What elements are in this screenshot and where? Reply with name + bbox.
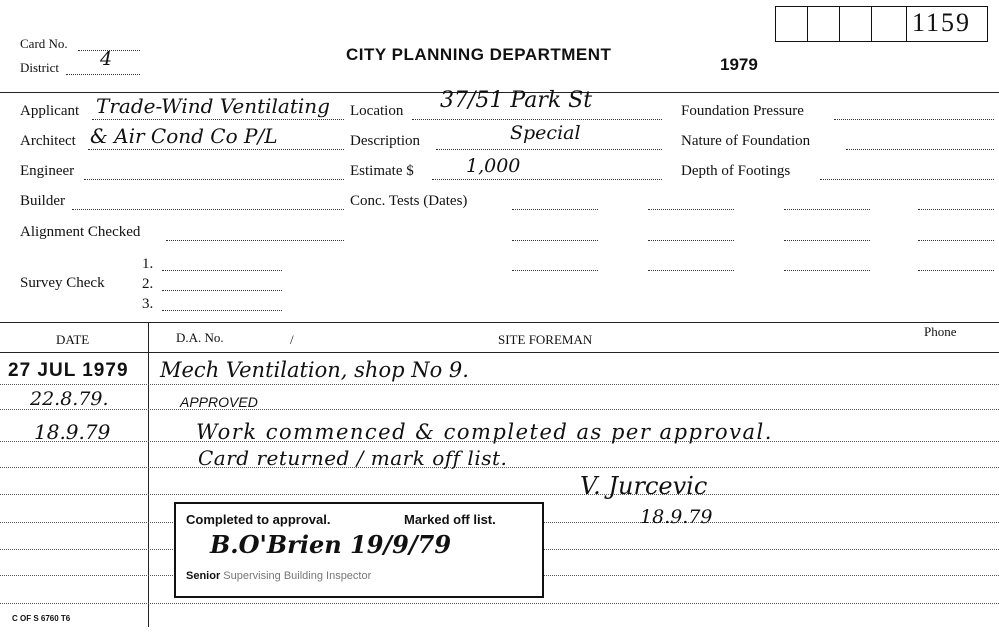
row-text: Card returned / mark off list. bbox=[198, 446, 508, 470]
header-year: 1979 bbox=[720, 55, 758, 74]
form-code: C OF S 6760 T6 bbox=[12, 614, 71, 623]
architect-value: & Air Cond Co P/L bbox=[90, 124, 278, 148]
foundation-pressure-label: Foundation Pressure bbox=[681, 103, 804, 119]
row-date: 22.8.79. bbox=[30, 388, 109, 410]
stamp-completed: Completed to approval. bbox=[186, 512, 331, 527]
applicant-value: Trade-Wind Ventilating bbox=[96, 94, 330, 118]
applicant-label: Applicant bbox=[20, 103, 80, 119]
description-value: Special bbox=[510, 122, 581, 144]
survey-num-2: 2. bbox=[142, 276, 154, 292]
district-value: 4 bbox=[100, 48, 113, 70]
phone-header: Phone bbox=[924, 324, 957, 339]
stamp-signature: B.O'Brien 19/9/79 bbox=[210, 530, 452, 559]
foreman-signature: V. Jurcevic bbox=[580, 472, 708, 500]
completion-stamp bbox=[174, 502, 544, 598]
foreman-signature-date: 18.9.79 bbox=[640, 506, 713, 528]
engineer-label: Engineer bbox=[20, 163, 75, 179]
card-number: 1159 bbox=[912, 8, 972, 37]
description-label: Description bbox=[350, 133, 420, 149]
department-title: CITY PLANNING DEPARTMENT bbox=[346, 45, 612, 64]
estimate-label: Estimate $ bbox=[350, 163, 414, 179]
date-column-header: DATE bbox=[56, 332, 90, 347]
row-date: 27 JUL 1979 bbox=[8, 360, 129, 381]
da-no-header: D.A. No. bbox=[176, 330, 224, 345]
survey-num-1: 1. bbox=[142, 256, 154, 272]
alignment-label: Alignment Checked bbox=[20, 224, 141, 240]
district-label: District bbox=[20, 60, 59, 75]
estimate-value: 1,000 bbox=[466, 155, 521, 177]
row-text: APPROVED bbox=[180, 394, 258, 410]
survey-num-3: 3. bbox=[142, 296, 154, 312]
survey-check-label: Survey Check bbox=[20, 275, 105, 291]
stamp-footer-rest: Supervising Building Inspector bbox=[220, 570, 372, 582]
stamp-marked: Marked off list. bbox=[404, 512, 496, 527]
row-text: Mech Ventilation, shop No 9. bbox=[160, 358, 469, 382]
architect-label: Architect bbox=[20, 133, 76, 149]
depth-footings-label: Depth of Footings bbox=[681, 163, 791, 179]
row-text: Work commenced & completed as per approval. bbox=[196, 420, 773, 444]
conc-tests-label: Conc. Tests (Dates) bbox=[350, 193, 468, 209]
site-foreman-header: SITE FOREMAN bbox=[498, 332, 593, 347]
stamp-footer bbox=[186, 570, 371, 582]
builder-label: Builder bbox=[20, 193, 65, 209]
location-value: 37/51 Park St bbox=[440, 88, 593, 113]
nature-foundation-label: Nature of Foundation bbox=[681, 133, 811, 149]
location-label: Location bbox=[350, 103, 404, 119]
card-no-label: Card No. bbox=[20, 36, 68, 51]
stamp-footer-bold: Senior bbox=[186, 570, 221, 582]
row-date: 18.9.79 bbox=[34, 420, 111, 444]
da-slash: / bbox=[290, 332, 294, 347]
